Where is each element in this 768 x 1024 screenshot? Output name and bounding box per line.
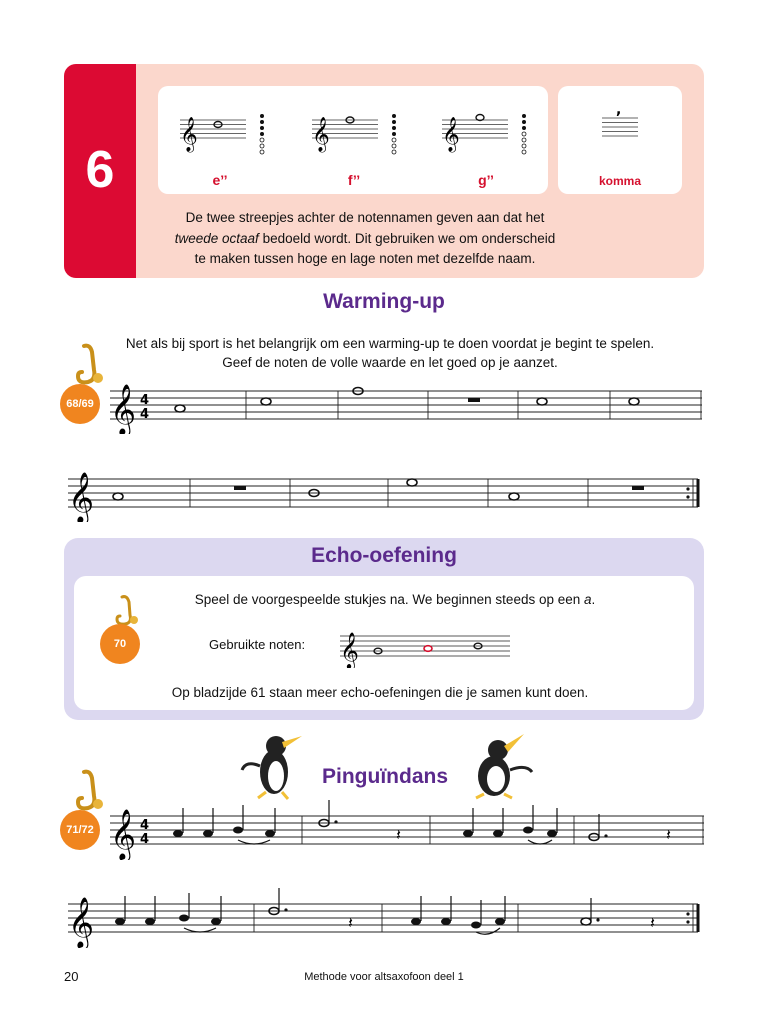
lesson-number: 6 bbox=[85, 141, 115, 199]
note-label-e: e’’ bbox=[212, 172, 228, 188]
note-label-f: f’’ bbox=[347, 172, 361, 188]
track-badge-71-72: 71/72 bbox=[60, 810, 100, 850]
svg-text:,: , bbox=[616, 108, 622, 118]
note-g2-staff bbox=[442, 114, 526, 154]
penguin-illustration-right bbox=[464, 730, 544, 802]
komma-symbol bbox=[602, 108, 642, 138]
svg-text:𝄽: 𝄽 bbox=[396, 825, 401, 844]
warmup-staff-1 bbox=[110, 378, 706, 434]
lesson-intro bbox=[150, 208, 580, 270]
echo-line-2: Op bladzijde 61 staan meer echo-oefeningen die je samen kunt doen. bbox=[171, 685, 589, 700]
pinguin-staff-1 bbox=[110, 800, 706, 860]
svg-text:𝄞: 𝄞 bbox=[68, 897, 95, 948]
svg-text:4: 4 bbox=[140, 393, 150, 408]
warmup-staff-2 bbox=[64, 466, 704, 522]
svg-text:𝄞: 𝄞 bbox=[442, 117, 460, 152]
pinguin-staff-2 bbox=[64, 888, 704, 948]
intro-line-2 bbox=[150, 229, 580, 250]
svg-text:𝄽: 𝄽 bbox=[348, 913, 353, 932]
pinguin-title: Pinguïndans bbox=[322, 765, 448, 788]
intro-line-3: te maken tussen hoge en lage noten met dezelfde naam. bbox=[194, 251, 536, 266]
notes-card bbox=[158, 86, 548, 194]
saxophone-icon bbox=[72, 768, 110, 814]
echo-line-1-post: . bbox=[591, 592, 596, 607]
warmup-line-1: Net als bij sport is het belangrijk om een warming-up te doen voordat je begint te spelen. bbox=[125, 336, 655, 351]
intro-italic: tweede octaaf bbox=[174, 230, 259, 246]
page-number: 20 bbox=[64, 969, 79, 984]
saxophone-icon bbox=[72, 342, 110, 390]
komma-card bbox=[558, 86, 682, 194]
warmup-text bbox=[100, 334, 680, 372]
echo-line-1-note: a bbox=[584, 592, 592, 607]
intro-line-1: De twee streepjes achter de notennamen geven aan dat het bbox=[185, 210, 545, 225]
track-badge-68-69: 68/69 bbox=[60, 384, 100, 424]
svg-text:4: 4 bbox=[140, 832, 150, 847]
note-label-g: g’’ bbox=[478, 172, 494, 188]
note-f2-staff bbox=[312, 114, 396, 154]
svg-text:4: 4 bbox=[140, 818, 150, 833]
track-badge-70: 70 bbox=[100, 624, 140, 664]
svg-text:𝄞: 𝄞 bbox=[340, 631, 359, 668]
svg-text:𝄞: 𝄞 bbox=[68, 472, 95, 522]
svg-text:𝄞: 𝄞 bbox=[110, 384, 137, 434]
warmup-line-2: Geef de noten de volle waarde en let goed op je aanzet. bbox=[222, 355, 558, 370]
svg-text:𝄞: 𝄞 bbox=[312, 117, 330, 152]
intro-line-2-rest: bedoeld wordt. Dit gebruiken we om onderscheid bbox=[258, 230, 556, 246]
komma-label: komma bbox=[598, 174, 642, 188]
echo-line-1-pre: Speel de voorgespeelde stukjes na. We beginnen steeds op een bbox=[194, 592, 584, 607]
echo-line-1 bbox=[150, 590, 640, 609]
note-e2-staff bbox=[180, 114, 264, 154]
echo-title: Echo-oefening bbox=[311, 544, 457, 567]
warmup-title: Warming-up bbox=[323, 290, 445, 313]
svg-text:𝄽: 𝄽 bbox=[666, 825, 671, 844]
used-notes-label: Gebruikte noten: bbox=[209, 637, 306, 652]
svg-text:4: 4 bbox=[140, 407, 150, 422]
book-title: Methode voor altsaxofoon deel 1 bbox=[304, 971, 464, 983]
svg-text:𝄞: 𝄞 bbox=[110, 809, 137, 860]
used-notes-staff bbox=[340, 628, 512, 668]
svg-text:𝄽: 𝄽 bbox=[650, 913, 655, 932]
svg-text:𝄞: 𝄞 bbox=[180, 117, 198, 152]
penguin-illustration-left bbox=[236, 730, 306, 802]
